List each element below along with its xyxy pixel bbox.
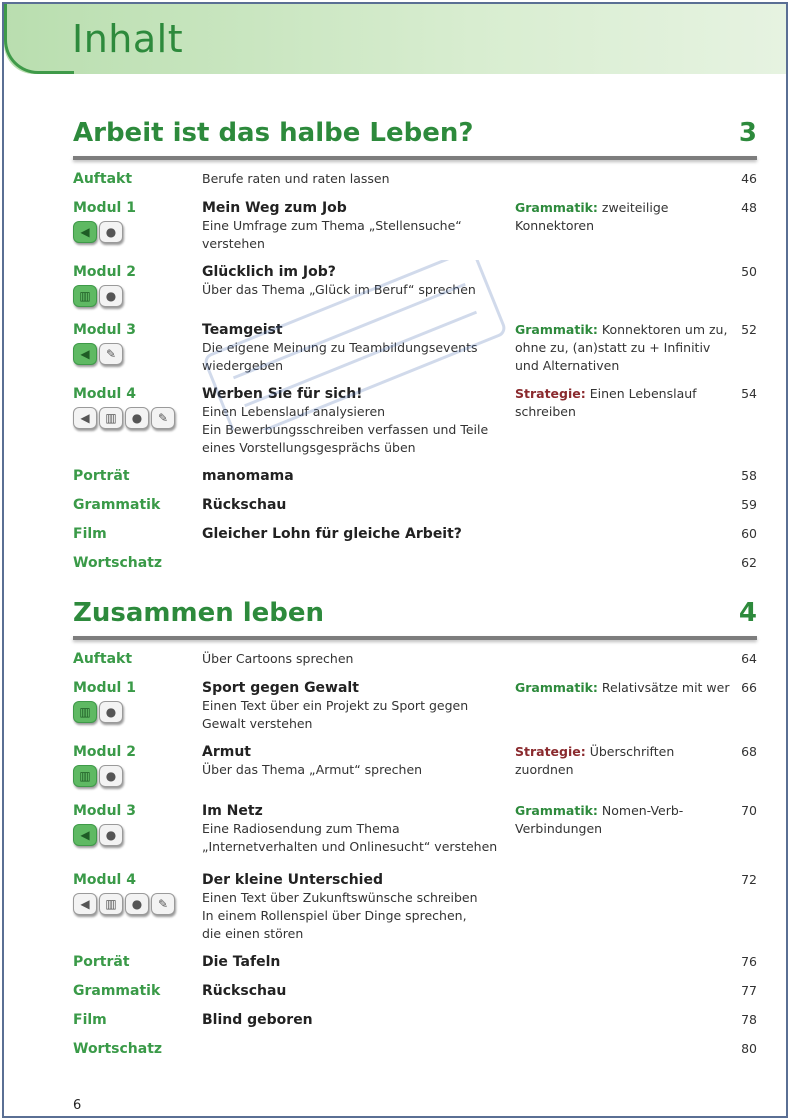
reading-icon: ▥: [99, 407, 123, 429]
strategy-label: Strategie:: [515, 386, 586, 401]
row-label: Modul 2: [73, 264, 136, 280]
row-page: 70: [741, 803, 757, 818]
chapter-header: [73, 116, 757, 156]
grammar-text-line: Verbindungen: [515, 821, 603, 836]
row-page: 58: [741, 468, 757, 483]
row-label: Modul 3: [73, 322, 136, 338]
speaking-icon: ●: [125, 407, 149, 429]
row-page: 76: [741, 954, 757, 969]
listening-icon: ◀: [73, 221, 97, 243]
page-title: Inhalt: [72, 17, 184, 61]
row-desc: Einen Lebenslauf analysieren: [202, 404, 386, 419]
grammar-text-line: Konnektoren: [515, 218, 595, 233]
row-page: 50: [741, 264, 757, 279]
strategy-text-line: schreiben: [515, 404, 576, 419]
reading-icon: ▥: [73, 285, 97, 307]
row-label: Grammatik: [73, 983, 161, 999]
strategy-text-line: zuordnen: [515, 762, 574, 777]
row-title: Rückschau: [202, 497, 287, 513]
grammar-text: Relativsätze mit wer: [597, 680, 730, 695]
strategy-text: Einen Lebenslauf: [585, 386, 697, 401]
strategy-text: Überschriften: [585, 744, 675, 759]
skill-icons: [73, 407, 177, 431]
row-label: Film: [73, 1012, 107, 1028]
row-label: Porträt: [73, 954, 130, 970]
row-title: Die Tafeln: [202, 954, 281, 970]
reading-icon: ▥: [73, 765, 97, 787]
speaking-icon: ●: [99, 701, 123, 723]
row-desc: verstehen: [202, 236, 265, 251]
row-label: Film: [73, 526, 107, 542]
row-title: Gleicher Lohn für gleiche Arbeit?: [202, 526, 462, 542]
row-page: 64: [741, 651, 757, 666]
row-desc: Einen Text über Zukunftswünsche schreiben: [202, 890, 478, 905]
grammar-label: Grammatik:: [515, 803, 598, 818]
row-desc: Berufe raten und raten lassen: [202, 171, 390, 186]
row-desc: „Internetverhalten und Onlinesucht“ verstehen: [202, 839, 498, 854]
row-desc: Die eigene Meinung zu Teambildungsevents: [202, 340, 478, 355]
row-page: 52: [741, 322, 757, 337]
row-title: Sport gegen Gewalt: [202, 680, 359, 696]
grammar-label: Grammatik:: [515, 200, 598, 215]
row-page: 46: [741, 171, 757, 186]
row-page: 68: [741, 744, 757, 759]
row-title: Im Netz: [202, 803, 263, 819]
grammar-note: [515, 321, 727, 339]
row-label: Porträt: [73, 468, 130, 484]
row-page: 77: [741, 983, 757, 998]
row-label: Modul 1: [73, 200, 136, 216]
grammar-text: zweiteilige: [597, 200, 669, 215]
row-desc: eines Vorstellungsgesprächs üben: [202, 440, 416, 455]
row-label: Wortschatz: [73, 555, 163, 571]
chapter-title: Zusammen leben: [73, 598, 325, 628]
row-label: Modul 3: [73, 803, 136, 819]
chapter-number: 4: [738, 598, 757, 628]
row-label: Auftakt: [73, 651, 133, 667]
row-page: 48: [741, 200, 757, 215]
grammar-label: Grammatik:: [515, 680, 598, 695]
strategy-note: [515, 743, 674, 761]
skill-icons: [73, 701, 125, 725]
row-desc: Eine Umfrage zum Thema „Stellensuche“: [202, 218, 462, 233]
chapter-rule: [73, 636, 757, 640]
row-page: 54: [741, 386, 757, 401]
row-desc: Über Cartoons sprechen: [202, 651, 354, 666]
row-label: Grammatik: [73, 497, 161, 513]
chapter-rule: [73, 156, 757, 160]
row-desc: Über das Thema „Armut“ sprechen: [202, 762, 423, 777]
skill-icons: [73, 285, 125, 309]
skill-icons: [73, 343, 125, 367]
row-desc: In einem Rollenspiel über Dinge sprechen,: [202, 908, 467, 923]
strategy-label: Strategie:: [515, 744, 586, 759]
row-label: Modul 4: [73, 386, 136, 402]
reading-icon: ▥: [73, 701, 97, 723]
chapter-title: Arbeit ist das halbe Leben?: [73, 118, 474, 148]
speaking-icon: ●: [125, 893, 149, 915]
footer-page-number: 6: [73, 1098, 82, 1113]
row-page: 59: [741, 497, 757, 512]
grammar-text-line: und Alternativen: [515, 358, 620, 373]
row-desc: Ein Bewerbungsschreiben verfassen und Teile: [202, 422, 489, 437]
listening-icon: ◀: [73, 343, 97, 365]
row-desc: Eine Radiosendung zum Thema: [202, 821, 400, 836]
grammar-text: Nomen-Verb-: [597, 803, 684, 818]
row-title: Werben Sie für sich!: [202, 386, 363, 402]
grammar-note: [515, 679, 730, 697]
row-label: Modul 1: [73, 680, 136, 696]
row-desc: Einen Text über ein Projekt zu Sport gegen: [202, 698, 469, 713]
grammar-text: Konnektoren um zu,: [597, 322, 728, 337]
row-label: Modul 2: [73, 744, 136, 760]
row-page: 60: [741, 526, 757, 541]
listening-icon: ◀: [73, 893, 97, 915]
row-label: Modul 4: [73, 872, 136, 888]
row-title: Teamgeist: [202, 322, 283, 338]
writing-icon: ✎: [99, 343, 123, 365]
row-title: Blind geboren: [202, 1012, 313, 1028]
row-label: Auftakt: [73, 171, 133, 187]
grammar-text-line: ohne zu, (an)statt zu + Infinitiv: [515, 340, 711, 355]
skill-icons: [73, 765, 125, 789]
writing-icon: ✎: [151, 407, 175, 429]
grammar-note: [515, 199, 668, 217]
reading-icon: ▥: [99, 893, 123, 915]
row-title: Glücklich im Job?: [202, 264, 336, 280]
row-title: manomama: [202, 468, 294, 484]
strategy-note: [515, 385, 697, 403]
row-title: Der kleine Unterschied: [202, 872, 383, 888]
chapter-header: [73, 596, 757, 636]
header-curve: [4, 4, 74, 74]
row-desc: Gewalt verstehen: [202, 716, 313, 731]
row-page: 66: [741, 680, 757, 695]
row-desc: die einen stören: [202, 926, 304, 941]
row-page: 62: [741, 555, 757, 570]
row-label: Wortschatz: [73, 1041, 163, 1057]
row-desc: Über das Thema „Glück im Beruf“ sprechen: [202, 282, 476, 297]
row-title: Rückschau: [202, 983, 287, 999]
speaking-icon: ●: [99, 824, 123, 846]
grammar-note: [515, 802, 683, 820]
writing-icon: ✎: [151, 893, 175, 915]
skill-icons: [73, 221, 125, 245]
listening-icon: ◀: [73, 824, 97, 846]
skill-icons: [73, 824, 125, 848]
grammar-label: Grammatik:: [515, 322, 598, 337]
speaking-icon: ●: [99, 765, 123, 787]
row-title: Armut: [202, 744, 251, 760]
chapter-number: 3: [738, 118, 757, 148]
listening-icon: ◀: [73, 407, 97, 429]
skill-icons: [73, 893, 177, 917]
row-page: 80: [741, 1041, 757, 1056]
row-page: 72: [741, 872, 757, 887]
speaking-icon: ●: [99, 221, 123, 243]
speaking-icon: ●: [99, 285, 123, 307]
row-title: Mein Weg zum Job: [202, 200, 347, 216]
row-page: 78: [741, 1012, 757, 1027]
row-desc: wiedergeben: [202, 358, 284, 373]
